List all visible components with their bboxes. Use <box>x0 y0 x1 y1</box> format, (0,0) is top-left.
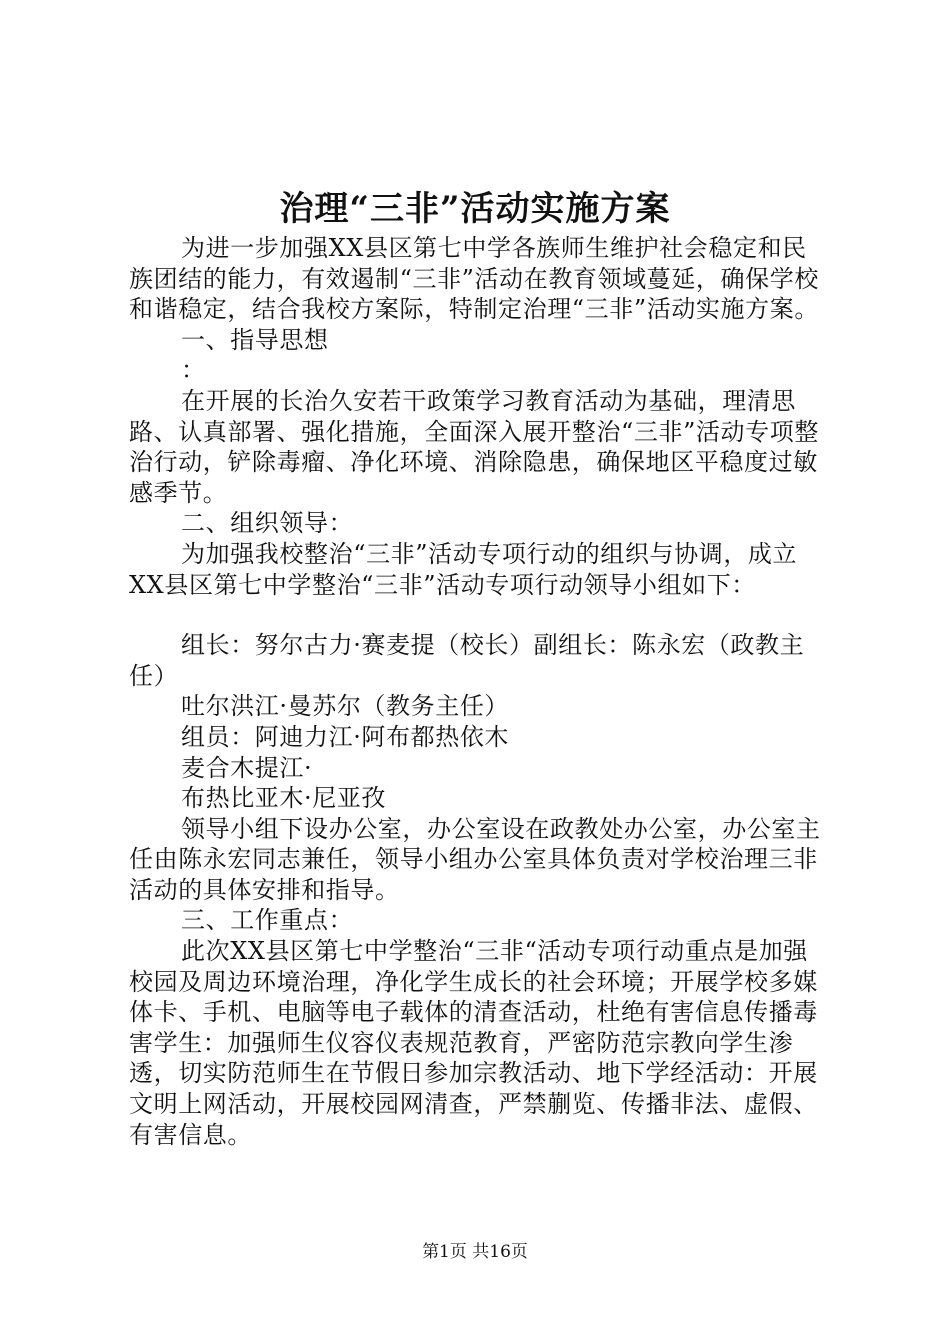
office-paragraph: 领导小组下设办公室，办公室设在政教处办公室，办公室主任由陈永宏同志兼任，领导小组办公室具体负责对学校治理三非活动的具体安排和指导。 <box>129 814 821 904</box>
document-title: 治理“三非”活动实施方案 <box>279 189 671 229</box>
member-line-1: 组员：阿迪力江·阿布都热依木 <box>181 722 510 751</box>
deputy-leader-line: 吐尔洪江·曼苏尔（教务主任） <box>181 692 510 721</box>
member-line-2: 麦合木提江· <box>181 753 313 782</box>
page-footer: 第1页 共16页 <box>422 1242 528 1262</box>
guiding-ideology-paragraph: 在开展的长治久安若干政策学习教育活动为基础，理清思路、认真部署、强化措施，全面深入展开整治“三非”活动专项整治行动，铲除毒瘤、净化环境、消除隐患，确保地区平稳度过敏感季节。 <box>129 386 819 507</box>
section-heading-key-work: 三、工作重点： <box>181 906 354 935</box>
section-heading-guiding-ideology: 一、指导思想 <box>181 325 329 354</box>
organization-paragraph: 为加强我校整治“三非”活动专项行动的组织与协调，成立XX县区第七中学整治“三非”活动专项行动领导小组如下： <box>129 539 798 599</box>
section-heading-organization: 二、组织领导： <box>181 509 354 538</box>
document-body <box>129 233 831 1150</box>
intro-paragraph: 为进一步加强XX县区第七中学各族师生维护社会稳定和民族团结的能力，有效遏制“三非”活动在教育领域蔓延，确保学校和谐稳定，结合我校方案际，特制定治理“三非”活动实施方案。 <box>129 234 819 324</box>
colon-line: ： <box>181 356 206 385</box>
leader-line: 组长：努尔古力·赛麦提（校长）副组长：陈永宏（政教主任） <box>129 631 805 690</box>
key-work-paragraph: 此次XX县区第七中学整治“三非“活动专项行动重点是加强校园及周边环境治理，净化学生成长的社会环境；开展学校多媒体卡、手机、电脑等电子载体的清查活动，杜绝有害信息传播毒害学生：加强师生仪容仪表规范教育，严密防范宗教向学生渗透，切实防范师生在节假日参加宗教活动、地下学经活动：开展文明上网活动，开展校园网清查，严禁蒯览、传播非法、虚假、有害信息。 <box>129 937 818 1149</box>
member-line-3: 布热比亚木·尼亚孜 <box>181 784 387 813</box>
